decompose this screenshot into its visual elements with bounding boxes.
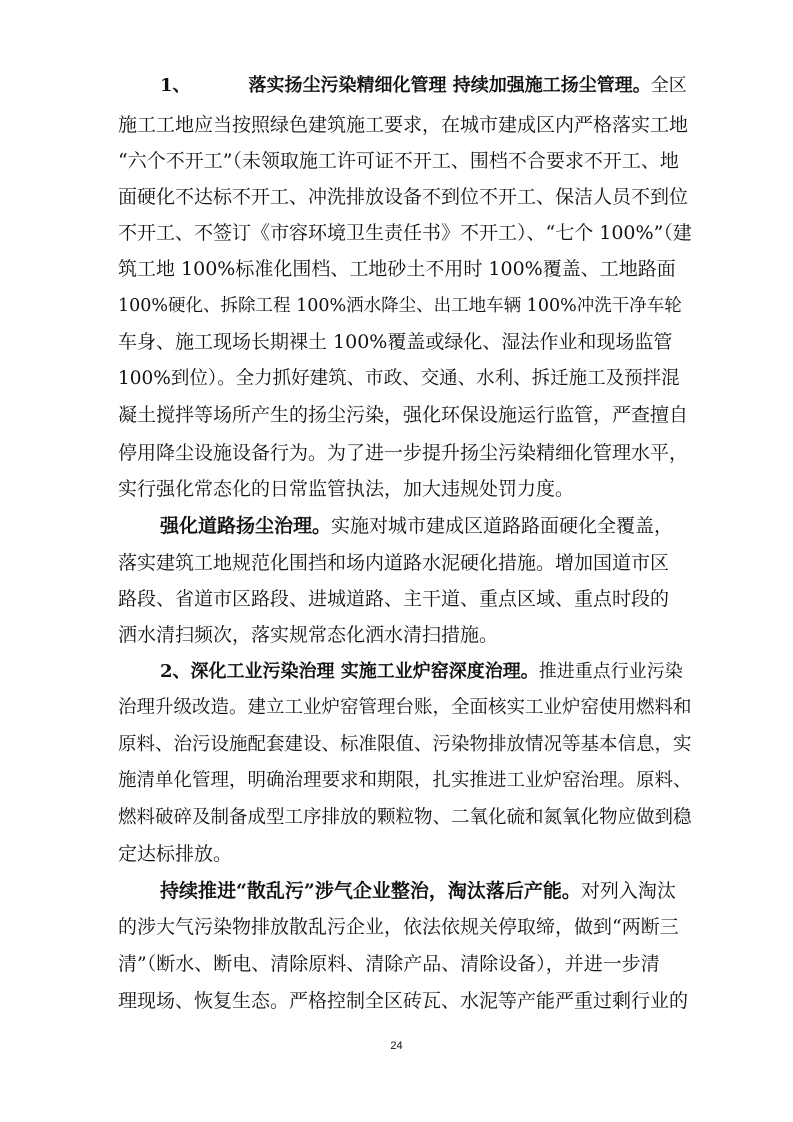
text-run: 对列入淘汰: [580, 880, 676, 902]
page-number: 24: [390, 1040, 403, 1052]
text-run: 施清单化管理，明确治理要求和期限，扎实推进工业炉窑治理。原料、: [118, 770, 692, 791]
p1-line-11: [118, 439, 693, 467]
text-run: 100%硬化、拆除工程 100%洒水降尘、出工地车辆 100%冲洗干净车轮: [118, 296, 682, 316]
p1-line-5: [118, 219, 693, 247]
text-run: “六个不开工”（未领取施工许可证不开工、围档不合要求不开工、地: [118, 150, 679, 172]
p1-line-1: [160, 72, 693, 100]
text-run: 定达标排放。: [118, 843, 233, 865]
text-run: 车身、施工现场长期裸土 100%覆盖或绿化、湿法作业和现场监管: [118, 331, 673, 353]
p1-line-3: [118, 147, 693, 175]
p1-line-8: [118, 328, 693, 356]
text-run: 面硬化不达标不开工、冲洗排放设备不到位不开工、保洁人员不到位: [118, 186, 689, 208]
text-run: 路段、省道市区路段、进城道路、主干道、重点区域、重点时段的: [118, 588, 670, 610]
p1-line-9: [118, 365, 693, 393]
p2-line-3: [118, 585, 693, 613]
p3-line-5: [118, 804, 693, 832]
p4-line-3: [118, 950, 693, 978]
p4-line-2: [118, 913, 693, 941]
text-run: 筑工地 100%标准化围档、工地砂土不用时 100%覆盖、工地路面: [118, 258, 676, 280]
text-run: 实施对城市建成区道路路面硬化全覆盖，: [331, 515, 674, 537]
p4-line-4: [118, 987, 693, 1015]
text-run: 原料、治污设施配套建设、标准限值、污染物排放情况等基本信息，实: [118, 734, 692, 755]
p3-line-2: [118, 694, 693, 722]
p1-line-2: [118, 111, 693, 139]
p2-line-4: [118, 621, 693, 649]
section-heading: 落实扬尘污染精细化管理 持续加强施工扬尘管理。: [248, 75, 651, 96]
text-run: 燃料破碎及制备成型工序排放的颗粒物、二氧化硫和氮氧化物应做到稳: [118, 807, 692, 828]
text-run: 洒水清扫频次，落实规常态化洒水清扫措施。: [118, 624, 499, 646]
text-run: 治理升级改造。建立工业炉窑管理台账，全面核实工业炉窑使用燃料和: [118, 697, 692, 718]
p4-line-1: [160, 877, 693, 905]
p3-line-3: [118, 731, 693, 759]
section-heading: 强化道路扬尘治理。: [160, 515, 332, 537]
section-number: 1、: [160, 75, 191, 96]
text-run: 清”（断水、断电、清除原料、清除产品、清除设备），并进一步清: [118, 953, 660, 975]
text-run: 实行强化常态化的日常监管执法，加大违规处罚力度。: [118, 478, 575, 500]
p1-line-4: [118, 183, 693, 211]
text-run: 不开工、不签订《市容环境卫生责任书》不开工）、“七个 100%”（建: [118, 222, 692, 244]
text-run: 理现场、恢复生态。严格控制全区砖瓦、水泥等产能严重过剩行业的: [118, 990, 689, 1012]
p1-line-12: [118, 475, 693, 503]
text-run: 推进重点行业污染: [538, 661, 683, 682]
text-run: 凝土搅拌等场所产生的扬尘污染，强化环保设施运行监管，严查擅自: [118, 404, 689, 426]
text-run: 施工工地应当按照绿色建筑施工要求，在城市建成区内严格落实工地: [118, 114, 689, 136]
text-run: 100%到位）。全力抓好建筑、市政、交通、水利、拆迁施工及预拌混: [118, 368, 680, 389]
p3-line-1: [160, 658, 693, 686]
p2-line-1: [160, 512, 693, 540]
p3-line-6: [118, 840, 693, 868]
section-heading: 持续推进“散乱污”涉气企业整治，淘汰落后产能。: [160, 880, 581, 902]
text-run: 全区: [650, 75, 687, 96]
p2-line-2: [118, 549, 693, 577]
text-run: 的涉大气污染物排放散乱污企业，依法依规关停取缔，做到“两断三: [118, 916, 679, 938]
p1-line-6: [118, 255, 693, 283]
text-run: 落实建筑工地规范化围挡和场内道路水泥硬化措施。增加国道市区: [118, 552, 670, 574]
p1-line-7: [118, 292, 693, 320]
section-heading: 2、深化工业污染治理 实施工业炉窑深度治理。: [160, 661, 539, 682]
p1-line-10: [118, 401, 693, 429]
text-run: 停用降尘设施设备行为。为了进一步提升扬尘污染精细化管理水平，: [118, 442, 689, 464]
p3-line-4: [118, 767, 693, 795]
